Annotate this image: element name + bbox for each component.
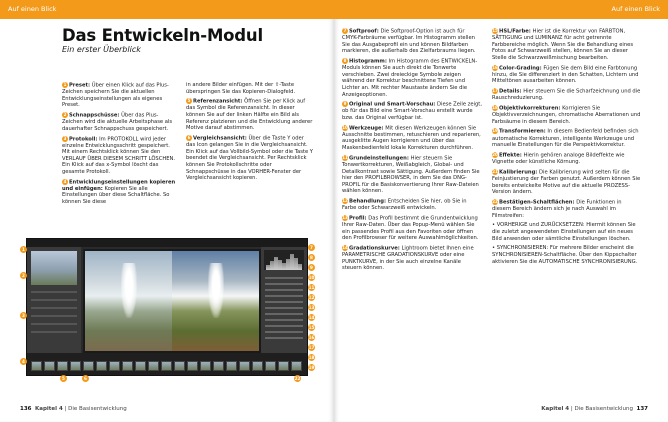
number-badge: 4 (63, 178, 67, 184)
number-badge: 7 (343, 28, 347, 33)
filmstrip-thumbnail (187, 361, 198, 371)
right-footer: Kapitel 4 | Die Basisentwicklung 137 (541, 406, 648, 412)
filmstrip-thumbnail (239, 361, 250, 371)
filmstrip-thumbnail (44, 361, 55, 371)
lightroom-right-panel (261, 247, 307, 355)
paragraph-heading: Original und Smart-Vorschau: (349, 101, 436, 108)
filmstrip-thumbnail (252, 361, 263, 371)
paragraph (492, 222, 642, 242)
paragraph-text: • SYNCHRONISIEREN: Für mehrere Bilder erscheint die SYNCHRONISIEREN-Schaltfläche. Über den Kippschalter aktivieren Sie die AUTOMATISCHE SYNCHRONISIERUNG. (492, 245, 638, 265)
paragraph (492, 245, 642, 265)
filmstrip (27, 353, 307, 375)
callout-marker: 17 (308, 345, 315, 350)
number-badge: 12 (342, 198, 348, 204)
filmstrip-thumbnail (96, 361, 107, 371)
footer-chapter: Kapitel 4 (34, 406, 63, 412)
paragraph-text: Die Kalibrierung wird selten für die Feinjustierung der Farben genutzt. Außerdem können Sie bereits entwickelte Motive auf die aktuelle PROZESS-Version ändern. (492, 169, 641, 196)
filmstrip-thumbnail (70, 361, 81, 371)
number-badge: 21 (492, 168, 498, 174)
paragraph (342, 215, 482, 242)
filmstrip-thumbnail (161, 361, 172, 371)
number-badge: 10 (342, 124, 348, 130)
callout-marker: 5 (60, 375, 67, 382)
paragraph-text: Hier steuern Sie die Scharfzeichnung und die Rauschreduzierung. (492, 88, 641, 102)
right-header-bar: Auf einen Blick (334, 0, 668, 19)
paragraph-text: in andere Bilder einfügen. Mit der ⇧-Taste überspringen Sie das Kopieren-Dialogfeld. (186, 82, 296, 95)
develop-slider (265, 289, 303, 291)
lightroom-left-panel (27, 247, 81, 355)
callout-marker: 2 (20, 272, 27, 279)
footer-chapter: Kapitel 4 (541, 406, 570, 412)
filmstrip-thumbnail (122, 361, 133, 371)
paragraph-text: Die Funktionen in diesem Bereich ändern sich je nach Auswahl im Filmstreifen: (492, 199, 622, 219)
develop-slider (265, 313, 303, 315)
paragraph-heading: Referenzansicht: (193, 98, 243, 105)
paragraph-heading: Histogramm: (349, 58, 387, 65)
geyser (121, 263, 137, 318)
paragraph-text: Über das Plus-Zeichen wird die aktuelle Arbeitsphase als dauerhafter Schnappschuss gespeichert. (62, 112, 173, 132)
filmstrip-thumbnail (109, 361, 120, 371)
paragraph-text: Fügen Sie dem Bild eine Farbtonung hinzu, die Sie differenziert in den Schatten, Lichtern und Mitteltönen ausarbeiten können. (492, 65, 639, 85)
paragraph-text: Mit diesen Werkzeugen können Sie Ausschnitte bestimmen, retuschieren und reparieren, ausgeklitte Augen korrigieren und über das Maskenbedienfeld lokale Korrekturen durchführen. (342, 125, 481, 152)
panel-row (31, 307, 77, 309)
paragraph-heading: Preset: (69, 82, 91, 89)
callout-marker: 15 (308, 325, 315, 330)
filmstrip-thumbnail (265, 361, 276, 371)
left-footer: 136 Kapitel 4 | Die Basisentwicklung (20, 406, 127, 412)
number-badge: 3 (63, 135, 67, 141)
filmstrip-thumbnail (174, 361, 185, 371)
panel-row (31, 323, 77, 325)
lightroom-top-bar (27, 239, 307, 247)
paragraph-text: • VORHERIGE und ZURÜCKSETZEN: Hiermit können Sie die zuletzt angewendeten Einstellungen auf ein neues Bild anwenden oder sämtliche Einstellungen löschen. (492, 222, 636, 242)
paragraph-text: Hierin gehören analoge Bildeffekte wie Vignette oder künstliche Körnung. (492, 152, 625, 166)
paragraph-heading: Behandlung: (349, 198, 387, 205)
paragraph-heading: Effekte: (499, 152, 522, 159)
callout-marker: 6 (82, 375, 89, 382)
paragraph-heading: Color-Grading: (499, 65, 542, 72)
paragraph (342, 101, 482, 121)
right-text-column-2 (492, 28, 642, 268)
paragraph (186, 98, 314, 131)
filmstrip-thumbnail (291, 361, 302, 371)
paragraph (342, 155, 482, 195)
callout-marker: 16 (308, 335, 315, 340)
develop-slider (265, 295, 303, 297)
paragraph (186, 82, 314, 95)
number-badge: 1 (63, 82, 67, 87)
callout-marker: 22 (294, 376, 301, 381)
paragraph-heading: Details: (499, 88, 522, 95)
paragraph-heading: Protokoll: (69, 136, 98, 143)
number-badge: 19 (492, 128, 498, 134)
number-badge: 13 (342, 214, 348, 220)
after-photo (172, 251, 259, 351)
callout-marker: 10 (308, 275, 315, 280)
callout-marker: 3 (20, 312, 27, 319)
paragraph-text: Über einen Klick auf das Plus-Zeichen speichern Sie die aktuellen Entwicklungseinstellungen als eigenes Preset. (62, 82, 169, 109)
page-number: 136 (20, 406, 32, 412)
panel-row (31, 299, 77, 301)
footer-title: Die Basisentwicklung (68, 406, 127, 412)
paragraph-text: Hier ist die Korrektur von FARBTON, SÄTTIGUNG und LUMINANZ für acht getrennte Farbbereiche möglich. Wenn Sie die Behandlung eines Fotos auf Schwarzweiß stellen, können Sie an dieser Stelle die Schwarzweißmischung bearbeiten. (492, 28, 634, 61)
paragraph-text: Die Softproof-Option ist auch für CMYK-Farbräume verfügbar. Im Histogramm stellen Sie das Ausgabeprofil ein und können Bildfarben markieren, die außerhalb des Zielfarbraums liegen. (342, 28, 476, 55)
paragraph-heading: Profil: (349, 215, 367, 222)
lightroom-screenshot (20, 232, 314, 382)
number-badge: 20 (492, 151, 498, 157)
right-page (334, 0, 668, 422)
callout-marker: 8 (308, 254, 315, 261)
panel-row (31, 331, 77, 333)
develop-slider (265, 337, 303, 339)
paragraph-text: Lightroom bietet Ihnen eine PARAMETRISCHE GRADATIONSKURVE oder eine PUNKTKURVE, in der Sie auch einzelne Kanäle steuern können. (342, 245, 474, 272)
number-badge: 5 (187, 98, 191, 104)
filmstrip-thumbnail (135, 361, 146, 371)
callout-marker: 12 (308, 295, 315, 300)
paragraph-heading: Vergleichsansicht: (193, 135, 247, 142)
callout-marker: 14 (308, 315, 315, 320)
callout-marker: 11 (308, 285, 315, 290)
panel-row (31, 291, 77, 293)
paragraph-text: In diesem Bedienfeld befinden sich automatische Korrekturen, intelligente Werkzeuge und manuelle Einstellungen für die Perspektivkorrektur. (492, 128, 639, 149)
callout-marker: 9 (308, 264, 315, 271)
paragraph (342, 245, 482, 272)
paragraph-heading: Schnappschüsse: (69, 112, 120, 119)
paragraph-heading: Entwicklungseinstellungen kopieren und einfügen: (62, 179, 176, 192)
paragraph (492, 88, 642, 102)
paragraph (342, 198, 482, 212)
paragraph-heading: Objektivkorrekturen: (499, 105, 561, 112)
paragraph (62, 112, 178, 132)
develop-slider (265, 325, 303, 327)
paragraph-heading: HSL/Farbe: (499, 28, 531, 35)
callout-marker: 18 (308, 355, 315, 360)
paragraph (492, 105, 642, 125)
paragraph-heading: Bestätigen-Schaltflächen: (499, 199, 575, 206)
filmstrip-thumbnail (148, 361, 159, 371)
paragraph-heading: Grundeinstellungen: (349, 155, 409, 162)
filmstrip-thumbnail (226, 361, 237, 371)
paragraph (492, 128, 642, 148)
paragraph-text: Hier steuern Sie Tonwertkorrekturen, Weißabgleich, Global- und Detailkontrast sowie Sättigung. Außerdem finden Sie hier den PROFILBROWSER, in dem Sie das DNG-PROFIL für die Basiskonvertierung Ihrer Raw-Dateien wählen können. (342, 155, 480, 195)
number-badge: 6 (187, 135, 191, 141)
callout-marker: 7 (308, 244, 315, 251)
number-badge: 9 (343, 101, 347, 107)
paragraph (342, 125, 482, 152)
navigator-thumbnail (31, 251, 77, 285)
develop-slider (265, 319, 303, 321)
paragraph-heading: Kalibrierung: (499, 169, 538, 176)
callout-marker: 13 (308, 305, 315, 310)
paragraph-heading: Werkzeuge: (349, 125, 384, 132)
paragraph-text: Über die Taste Y oder das Icon gelangen Sie in die Vergleichsansicht. Ein Klick auf das Vollbild-Symbol oder die Taste Y beendet die Vergleichsansicht. Per Rechtsklick können Sie Protokollschritte oder Schnappschüsse in das VORHER-Fenster der Vergleichsansicht kopieren. (186, 135, 313, 182)
paragraph (492, 169, 642, 196)
develop-slider (265, 307, 303, 309)
develop-slider (265, 277, 303, 279)
paragraph (492, 152, 642, 166)
left-text-column-2 (186, 82, 314, 185)
number-badge: 18 (492, 105, 498, 110)
develop-slider (265, 301, 303, 303)
develop-slider (265, 283, 303, 285)
paragraph (62, 82, 178, 109)
paragraph (62, 136, 178, 176)
paragraph-text: Korrigieren Sie Objektivverzeichnungen, chromatische Aberrationen und Farbsäume in diesem Bereich. (492, 105, 641, 125)
paragraph-text: Diese Zeile zeigt, ob für das Bild eine Smart-Vorschau erstellt wurde bzw. das Original verfügbar ist. (342, 101, 482, 121)
number-badge: 2 (63, 112, 67, 118)
callout-marker: 1 (20, 246, 27, 253)
before-photo (85, 251, 172, 351)
filmstrip-thumbnail (213, 361, 224, 371)
number-badge: 22 (492, 198, 498, 204)
paragraph-text: Im Histogramm des ENTWICKELN-Moduls können Sie auch direkt die Tonwerte verschieben. Zwei dreieckige Symbole zeigen während der Korrektur beschnittene Tiefen und Lichter an. Mit rechter Maustaste ändern Sie die Anzeigeoptionen. (342, 58, 478, 98)
filmstrip-thumbnail (57, 361, 68, 371)
panel-row (31, 315, 77, 317)
right-text-column-1 (342, 28, 482, 275)
paragraph-heading: Softproof: (349, 28, 379, 35)
paragraph (492, 28, 642, 61)
number-badge: 11 (342, 154, 348, 160)
paragraph-text: Öffnen Sie per Klick auf das Symbol die Referenzansicht. In dieser können Sie auf der linken Hälfte ein Bild als Referenz platzieren und die Entwicklung anderer Motive darauf abstimmen. (186, 98, 313, 132)
number-badge: 8 (343, 58, 347, 64)
footer-title: Die Basisentwicklung (574, 406, 634, 412)
paragraph-heading: Transformieren: (499, 128, 546, 135)
paragraph-text: Das Profil bestimmt die Grundentwicklung Ihrer Raw-Daten. Über das Popup-Menü wählen Sie ein passendes Profil aus den Favoriten oder öffnen den Profilbrowser für weitere Auswahlmöglichkeiten. (342, 215, 479, 242)
page-number: 137 (636, 406, 648, 412)
filmstrip-thumbnail (278, 361, 289, 371)
lightroom-window (26, 238, 308, 376)
paragraph (342, 28, 482, 55)
compare-view (83, 249, 261, 353)
chapter-subtitle: Ein erster Überblick (62, 45, 141, 54)
callout-marker: 4 (20, 358, 27, 365)
chapter-title: Das Entwickeln-Modul (62, 26, 263, 45)
paragraph-text: Kopieren Sie alle Einstellungen über diese Schaltfläche. So können Sie diese (62, 185, 170, 206)
number-badge: 16 (492, 64, 498, 70)
number-badge: 14 (342, 245, 348, 251)
develop-slider (265, 331, 303, 333)
number-badge: 17 (492, 88, 498, 94)
filmstrip-thumbnail (83, 361, 94, 371)
number-badge: 15 (492, 28, 498, 33)
left-text-column-1 (62, 82, 178, 209)
callout-marker: 19 (308, 365, 315, 370)
paragraph (492, 199, 642, 219)
geyser (208, 263, 224, 318)
paragraph-heading: Gradationskurve: (349, 245, 400, 252)
paragraph (492, 65, 642, 85)
paragraph-text: Entscheiden Sie hier, ob Sie in Farbe oder Schwarzweiß entwickeln. (342, 198, 467, 212)
filmstrip-thumbnail (31, 361, 42, 371)
paragraph (186, 135, 314, 182)
filmstrip-thumbnail (200, 361, 211, 371)
histogram (264, 250, 304, 270)
paragraph-text: Im PROTOKOLL wird jeder einzelne Entwicklungsschritt gespeichert. Mit einem Rechtsklick können Sie den VERLAUF ÜBER DIESEM SCHRITT LÖSCHEN. Ein Klick auf das x-Symbol löscht das gesamte Protokoll. (62, 136, 176, 175)
left-header-bar: Auf einen Blick (0, 0, 334, 19)
paragraph (342, 58, 482, 98)
paragraph (62, 179, 178, 206)
